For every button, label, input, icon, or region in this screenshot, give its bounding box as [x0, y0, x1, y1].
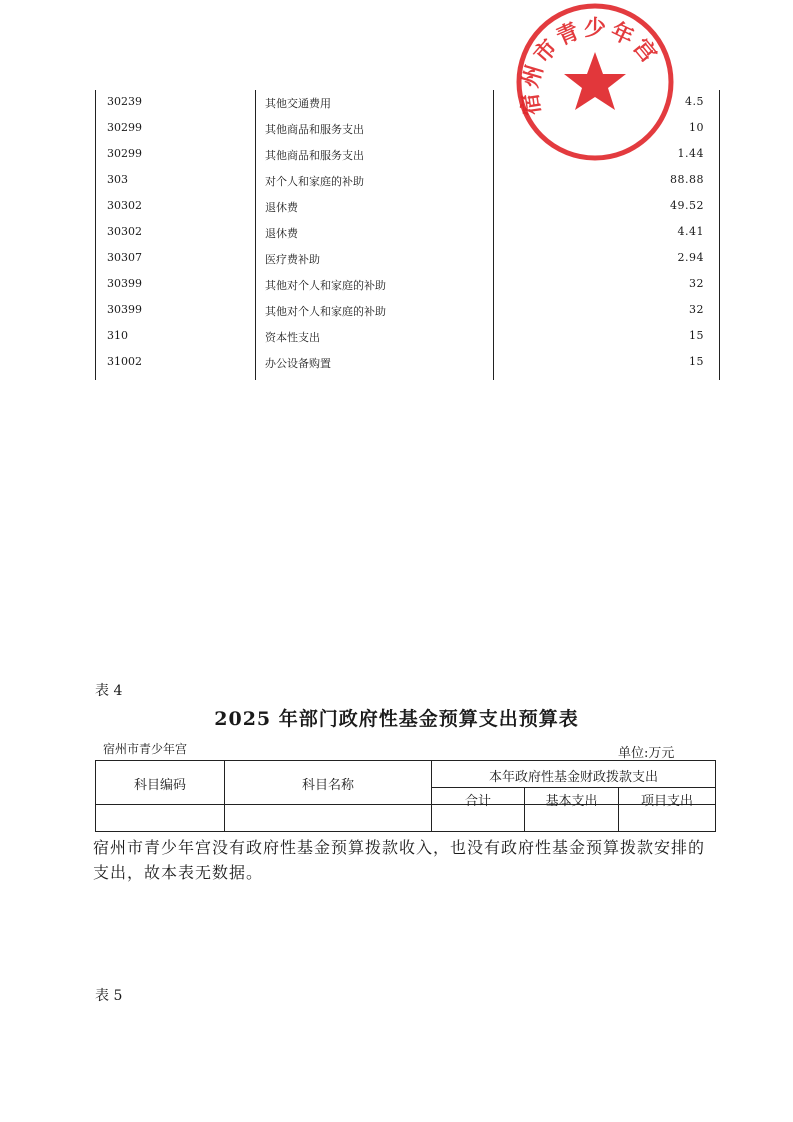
table-row — [95, 350, 720, 376]
svg-text:宿州市青少年宫: 宿州市青少年宫 — [517, 16, 663, 117]
table-row — [95, 246, 720, 272]
header-basic-expenditure: 基本支出 — [545, 794, 598, 809]
subject-name-cell: 办公设备购置 — [265, 357, 331, 370]
table-row — [95, 298, 720, 324]
subject-name-cell: 其他商品和服务支出 — [265, 123, 364, 136]
subject-name-cell: 医疗费补助 — [265, 253, 320, 266]
subject-code-cell: 30302 — [107, 199, 142, 212]
unit-label: 单位:万元 — [618, 746, 675, 761]
subject-code-cell: 30399 — [107, 277, 142, 290]
subject-code-cell: 30307 — [107, 251, 142, 264]
subject-code-cell: 30239 — [107, 95, 142, 108]
amount-cell: 10 — [689, 121, 704, 134]
subject-code-cell: 303 — [107, 173, 128, 186]
amount-cell: 32 — [689, 277, 704, 290]
amount-cell: 15 — [689, 329, 704, 342]
amount-cell: 2.94 — [677, 251, 704, 264]
header-subject-code: 科目编码 — [133, 778, 186, 793]
table4-note: 宿州市青少年宫没有政府性基金预算拨款收入，也没有政府性基金预算拨款安排的支出，故本表无数据。 — [93, 838, 706, 882]
table-row — [95, 220, 720, 246]
subject-code-cell: 30399 — [107, 303, 142, 316]
subject-code-cell: 30302 — [107, 225, 142, 238]
official-seal — [513, 0, 678, 165]
subject-code-cell: 31002 — [107, 355, 142, 368]
header-fund-expenditure: 本年政府性基金财政拨款支出 — [488, 770, 658, 785]
table-row — [95, 272, 720, 298]
table-column-divider — [224, 761, 225, 831]
amount-cell: 1.44 — [677, 147, 704, 160]
subject-name-cell: 其他商品和服务支出 — [265, 149, 364, 162]
amount-cell: 49.52 — [670, 199, 704, 212]
subject-code-cell: 30299 — [107, 147, 142, 160]
subject-name-cell: 其他对个人和家庭的补助 — [265, 305, 386, 318]
subject-code-cell: 310 — [107, 329, 128, 342]
table4-label: 表 4 — [95, 683, 123, 699]
amount-cell: 4.41 — [677, 225, 704, 238]
amount-cell: 4.5 — [685, 95, 704, 108]
header-total: 合计 — [464, 794, 491, 809]
subject-code-cell: 30299 — [107, 121, 142, 134]
government-fund-expenditure-table — [95, 760, 716, 832]
amount-cell: 88.88 — [670, 173, 704, 186]
subject-name-cell: 退休费 — [265, 227, 298, 240]
table5-label: 表 5 — [95, 988, 123, 1004]
amount-cell: 15 — [689, 355, 704, 368]
header-project-expenditure: 项目支出 — [640, 794, 693, 809]
department-name: 宿州市青少年宫 — [103, 742, 188, 756]
subject-name-cell: 其他交通费用 — [265, 97, 331, 110]
subject-name-cell: 退休费 — [265, 201, 298, 214]
table-row — [95, 168, 720, 194]
table-row — [95, 194, 720, 220]
subject-name-cell: 资本性支出 — [265, 331, 320, 344]
table-row-divider — [431, 787, 715, 788]
table-row — [95, 324, 720, 350]
header-subject-name: 科目名称 — [301, 778, 354, 793]
amount-cell: 32 — [689, 303, 704, 316]
table4-title: 2025 年部门政府性基金预算支出预算表 — [214, 708, 579, 730]
subject-name-cell: 其他对个人和家庭的补助 — [265, 279, 386, 292]
subject-name-cell: 对个人和家庭的补助 — [265, 175, 364, 188]
